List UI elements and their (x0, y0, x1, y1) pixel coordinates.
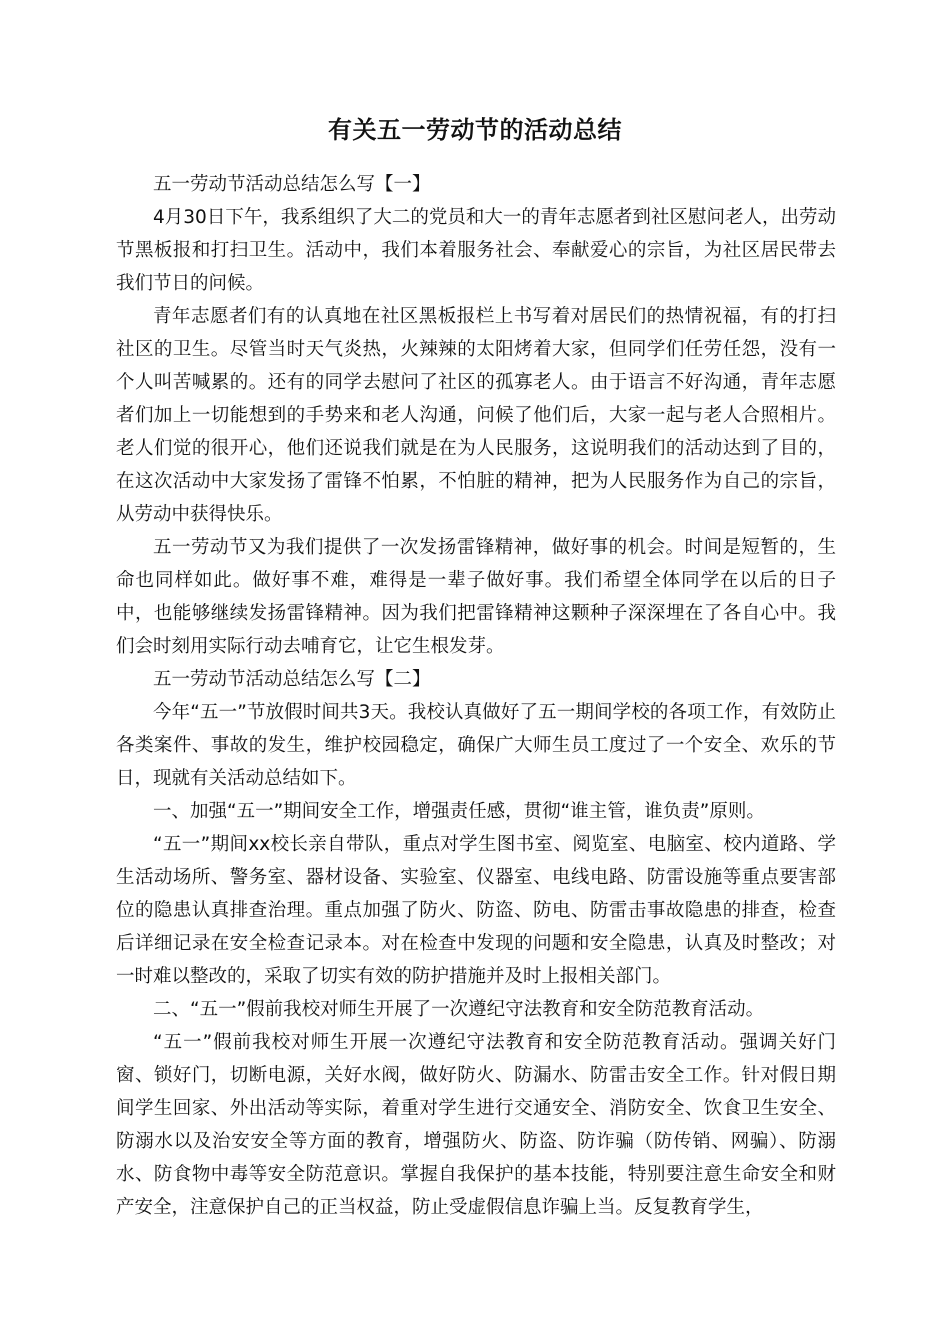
section-heading-2: 五一劳动节活动总结怎么写【二】 (153, 669, 431, 690)
paragraph: “五一”期间xx校长亲自带队，重点对学生图书室、阅览室、电脑室、校内道路、学生活动场所、警务室、器材设备、实验室、仪器室、电线电路、防雷设施等重点要害部位的隐患认真排查治理。重点加强了防火、防盗、防电、防雷击事故隐患的排查，检查后详细记录在安全检查记录本。对在检查中发现的问题和安全隐患，认真及时整改；对一时难以整改的，采取了切实有效的防护措施并及时上报相关部门。 (116, 834, 836, 987)
paragraph: “五一”假前我校对师生开展一次遵纪守法教育和安全防范教育活动。强调关好门窗、锁好门，切断电源，关好水阀，做好防火、防漏水、防雷击安全工作。针对假日期间学生回家、外出活动等实际，着重对学生进行交通安全、消防安全、饮食卫生安全、防溺水以及治安安全等方面的教育，增强防火、防盗、防诈骗（防传销、网骗）、防溺水、防食物中毒等安全防范意识。掌握自我保护的基本技能，特别要注意生命安全和财产安全，注意保护自己的正当权益，防止受虚假信息诈骗上当。反复教育学生， (116, 1032, 836, 1218)
subsection-heading-1: 一、加强“五一”期间安全工作，增强责任感，贯彻“谁主管，谁负责”原则。 (153, 801, 765, 822)
document-body (116, 168, 836, 1224)
paragraph: 今年“五一”节放假时间共3天。我校认真做好了五一期间学校的各项工作，有效防止各类案件、事故的发生，维护校园稳定，确保广大师生员工度过了一个安全、欢乐的节日，现就有关活动总结如下。 (116, 702, 836, 789)
subsection-heading-2: 二、“五一”假前我校对师生开展了一次遵纪守法教育和安全防范教育活动。 (153, 999, 765, 1020)
document-title: 有关五一劳动节的活动总结 (328, 116, 622, 144)
paragraph: 青年志愿者们有的认真地在社区黑板报栏上书写着对居民们的热情祝福，有的打扫社区的卫生。尽管当时天气炎热，火辣辣的太阳烤着大家，但同学们任劳任怨，没有一个人叫苦喊累的。还有的同学去慰问了社区的孤寡老人。由于语言不好沟通，青年志愿者们加上一切能想到的手势来和老人沟通，问候了他们后，大家一起与老人合照相片。老人们觉的很开心，他们还说我们就是在为人民服务，这说明我们的活动达到了目的，在这次活动中大家发扬了雷锋不怕累，不怕脏的精神，把为人民服务作为自己的宗旨，从劳动中获得快乐。 (116, 306, 836, 525)
paragraph: 五一劳动节又为我们提供了一次发扬雷锋精神，做好事的机会。时间是短暂的，生命也同样如此。做好事不难，难得是一辈子做好事。我们希望全体同学在以后的日子中，也能够继续发扬雷锋精神。因为我们把雷锋精神这颗种子深深埋在了各自心中。我们会时刻用实际行动去哺育它，让它生根发芽。 (116, 537, 836, 657)
paragraph: 4月30日下午，我系组织了大二的党员和大一的青年志愿者到社区慰问老人，出劳动节黑板报和打扫卫生。活动中，我们本着服务社会、奉献爱心的宗旨，为社区居民带去我们节日的问候。 (116, 207, 836, 294)
section-heading-1: 五一劳动节活动总结怎么写【一】 (153, 174, 431, 195)
